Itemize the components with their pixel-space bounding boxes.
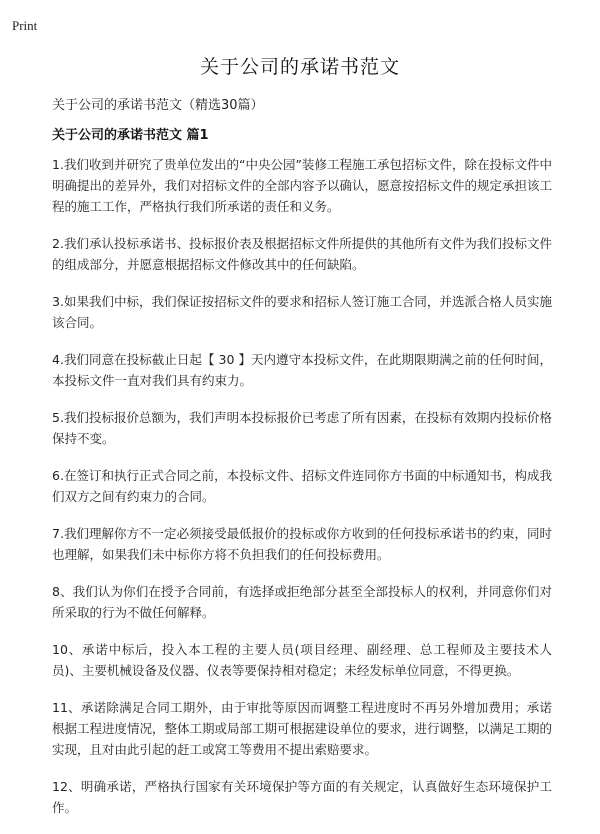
commitment-item: 5.我们投标报价总额为，我们声明本投标报价已考虑了所有因素，在投标有效期内投标价格保持不变。: [52, 410, 552, 446]
commitment-item: 3.如果我们中标，我们保证按招标文件的要求和招标人签订施工合同，并选派合格人员实施该合同。: [52, 294, 552, 330]
commitment-item: 4.我们同意在投标截止日起【 30 】天内遵守本投标文件，在此期限期满之前的任何时间，本投标文件一直对我们具有约束力。: [52, 352, 552, 388]
print-label: Print: [12, 18, 38, 33]
commitment-item: 1.我们收到并研究了贵单位发出的“中央公园”装修工程施工承包招标文件，除在投标文件中明确提出的差异外，我们对招标文件的全部内容予以确认，愿意按招标文件的规定承担该工程的施工工作，严格执行我们所承诺的责任和义务。: [52, 157, 553, 214]
page-title: 关于公司的承诺书范文: [199, 56, 400, 78]
commitment-item: 12、明确承诺，严格执行国家有关环境保护等方面的有关规定，认真做好生态环境保护工作。: [52, 779, 552, 815]
commitment-item: 10、承诺中标后，投入本工程的主要人员(项目经理、副经理、总工程师及主要技术人员)、主要机械设备及仪器、仪表等要保持相对稳定；未经发标单位同意，不得更换。: [52, 642, 552, 678]
document-subtitle: 关于公司的承诺书范文（精选30篇）: [52, 98, 264, 113]
section-heading: 关于公司的承诺书范文 篇1: [52, 128, 209, 143]
commitment-item: 7.我们理解你方不一定必须接受最低报价的投标或你方收到的任何投标承诺书的约束，同时也理解，如果我们未中标你方将不负担我们的任何投标费用。: [52, 526, 552, 562]
commitment-item: 2.我们承认投标承诺书、投标报价表及根据招标文件所提供的其他所有文件为我们投标文件的组成部分，并愿意根据招标文件修改其中的任何缺陷。: [52, 236, 552, 272]
commitment-list: [52, 154, 552, 834]
commitment-item: 11、承诺除满足合同工期外，由于审批等原因而调整工程进度时不再另外增加费用；承诺根据工程进度情况，整体工期或局部工期可根据建设单位的要求，进行调整，以满足工期的实现，且对由此引起的赶工或窝工等费用不提出索赔要求。: [52, 700, 553, 757]
commitment-item: 6.在签订和执行正式合同之前，本投标文件、招标文件连同你方书面的中标通知书，构成我们双方之间有约束力的合同。: [52, 468, 552, 504]
commitment-item: 8、我们认为你们在授予合同前，有选择或拒绝部分甚至全部投标人的权利，并同意你们对所采取的行为不做任何解释。: [52, 584, 552, 620]
